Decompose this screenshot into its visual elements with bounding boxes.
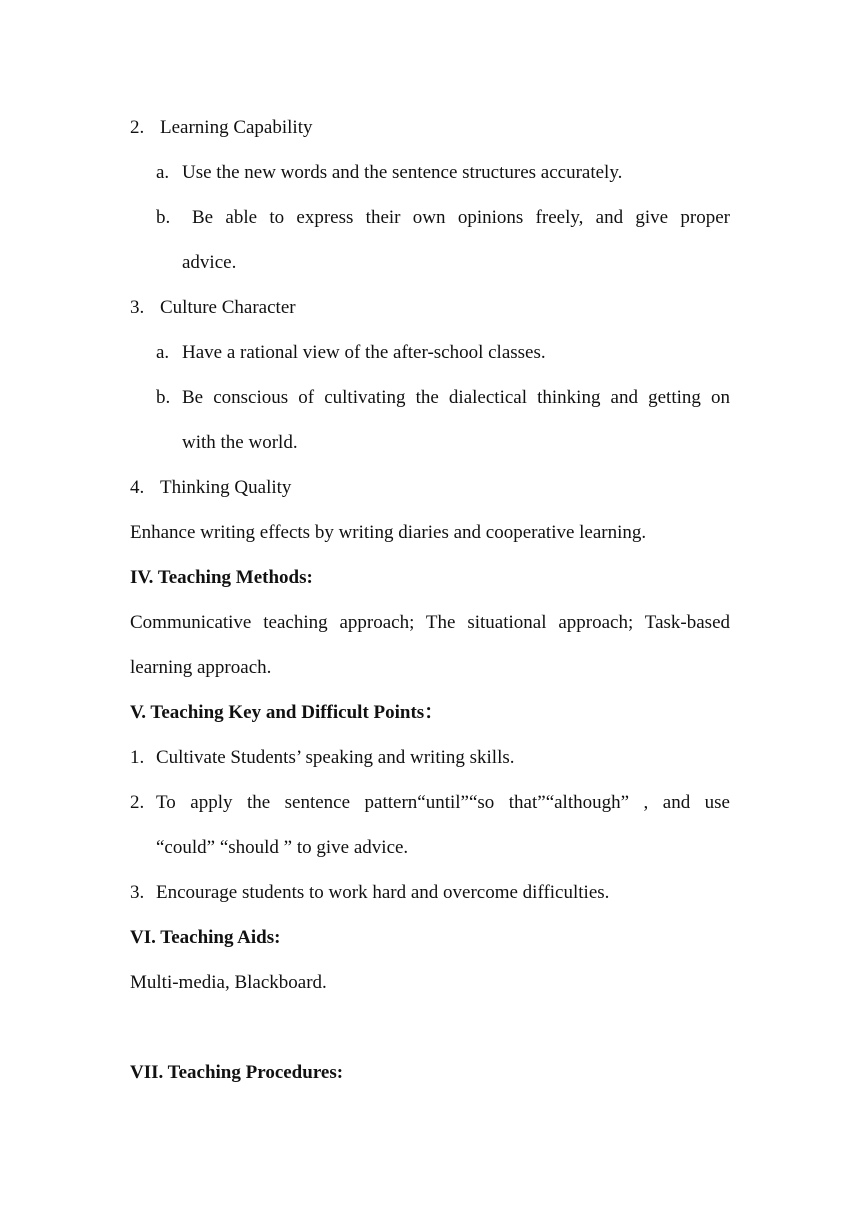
list-number: 3. [130, 882, 145, 903]
list-item-title: Culture Character [160, 297, 296, 318]
sub-item-marker: b. [156, 387, 171, 408]
key-point-3 [130, 881, 609, 905]
sub-item-marker: a. [156, 342, 170, 363]
aids-body: Multi-media, Blackboard. [130, 972, 327, 993]
section-heading-methods: IV. Teaching Methods: [130, 567, 313, 588]
key-point-text: Cultivate Students’ speaking and writing skills. [156, 747, 515, 768]
methods-body-line-1: Communicative teaching approach; The situational approach; Task-based [130, 612, 730, 633]
list-number: 1. [130, 747, 145, 768]
list-number: 2. [130, 117, 145, 138]
sub-item-2b-text-line-2: advice. [182, 252, 237, 273]
key-point-text: Encourage students to work hard and overcome difficulties. [156, 882, 610, 903]
methods-body-line-2: learning approach. [130, 657, 272, 678]
sub-item-2a [156, 161, 622, 185]
sub-item-2b-text-line-1: Be able to express their own opinions freely, and give proper [192, 207, 730, 228]
list-item-title: Learning Capability [160, 117, 313, 138]
key-point-2-marker-line [130, 791, 156, 815]
key-point-2-text-line-1: To apply the sentence pattern“until”“so that”“although” , and use [156, 792, 730, 813]
key-point-2-text-line-2: “could” “should ” to give advice. [156, 837, 409, 858]
sub-item-text: Have a rational view of the after-school classes. [182, 342, 546, 363]
thinking-quality-body: Enhance writing effects by writing diaries and cooperative learning. [130, 522, 647, 543]
sub-item-3b-text-line-2: with the world. [182, 432, 298, 453]
list-number: 2. [130, 792, 145, 813]
list-number: 3. [130, 297, 145, 318]
section-heading-procedures: VII. Teaching Procedures: [130, 1062, 344, 1083]
sub-item-marker: b. [156, 207, 171, 228]
sub-item-3a [156, 341, 546, 365]
key-point-1 [130, 746, 515, 770]
list-item-thinking-quality [130, 476, 291, 500]
sub-item-3b-text-line-1: Be conscious of cultivating the dialectical thinking and getting on [182, 387, 730, 408]
sub-item-2b-marker-line [156, 206, 182, 230]
section-heading-key-points: V. Teaching Key and Difficult Points： [130, 702, 444, 723]
list-number: 4. [130, 477, 145, 498]
list-item-culture-character [130, 296, 296, 320]
section-heading-aids: VI. Teaching Aids: [130, 927, 281, 948]
sub-item-marker: a. [156, 162, 170, 183]
sub-item-text: Use the new words and the sentence structures accurately. [182, 162, 623, 183]
list-item-title: Thinking Quality [160, 477, 292, 498]
sub-item-3b-marker-line [156, 386, 182, 410]
list-item-learning-capability [130, 116, 312, 140]
